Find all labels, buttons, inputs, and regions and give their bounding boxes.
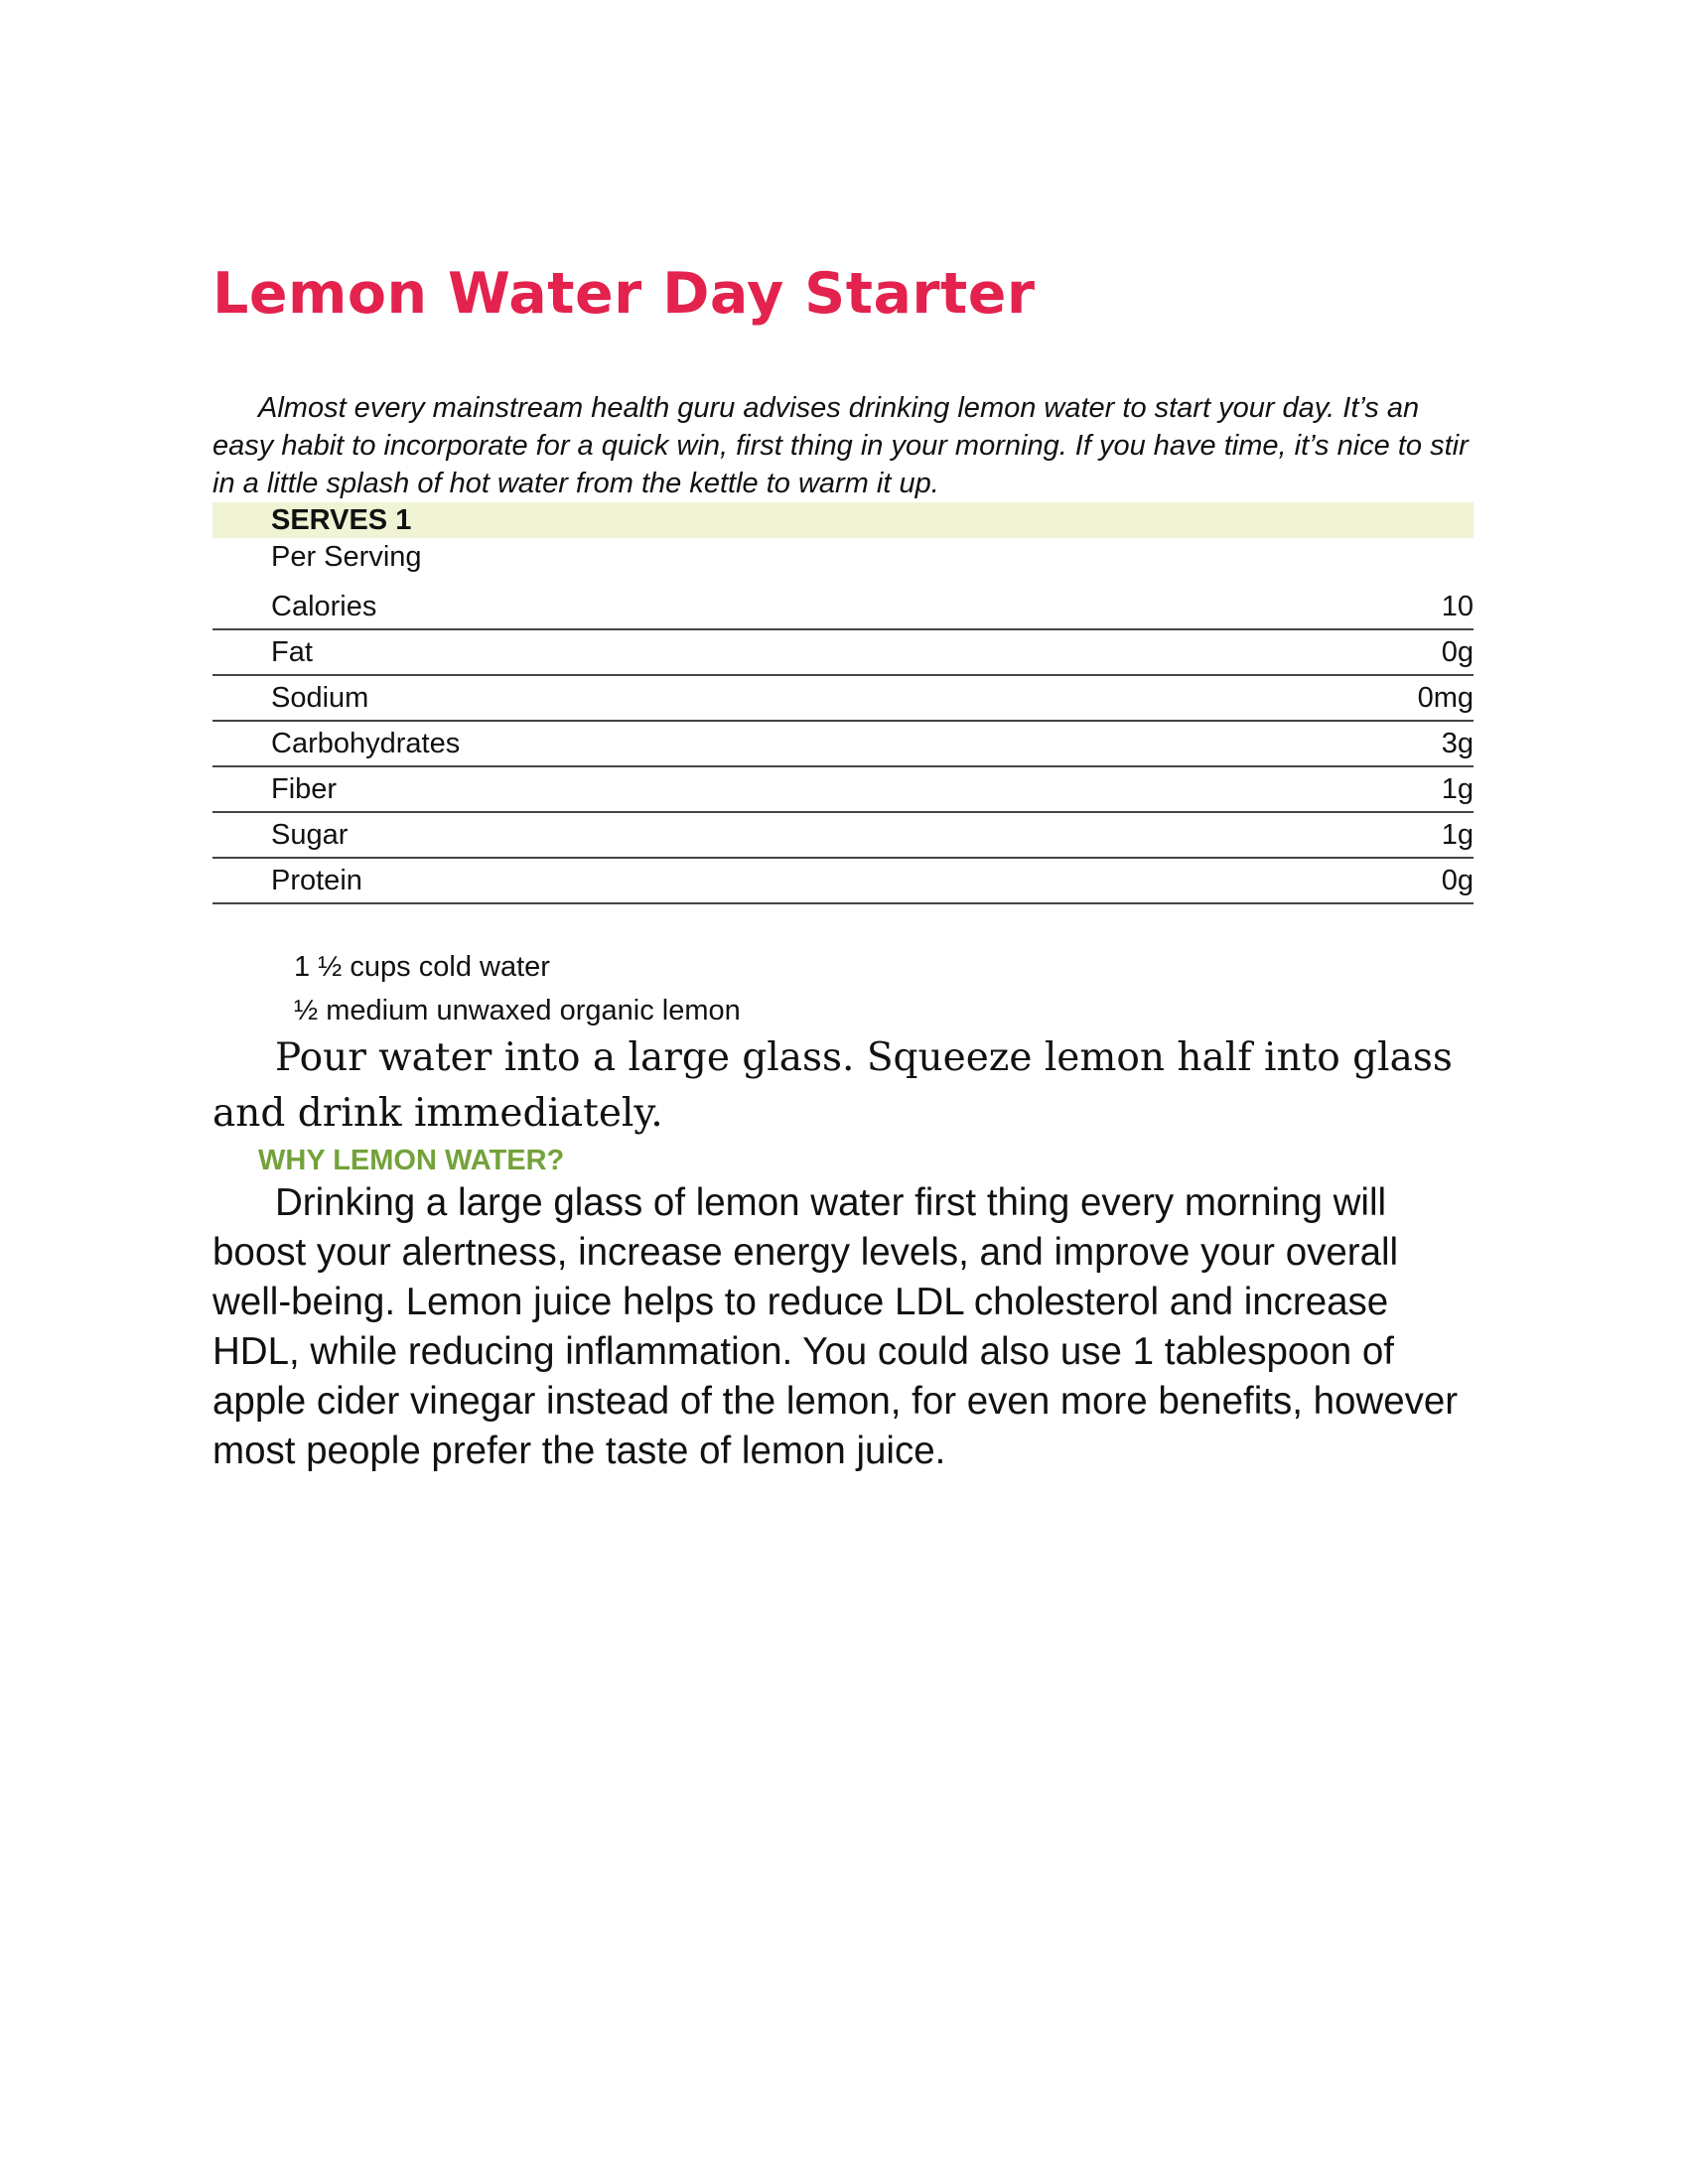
nutrition-row-fiber	[212, 767, 1474, 813]
nutrition-value: 0g	[1441, 636, 1474, 668]
why-heading: WHY LEMON WATER?	[258, 1145, 565, 1176]
ingredient-item: ½ medium unwaxed organic lemon	[294, 995, 741, 1026]
nutrition-row-calories	[212, 576, 1474, 630]
serves-label: SERVES 1	[212, 502, 1474, 538]
nutrition-value: 0g	[1441, 865, 1474, 896]
why-body: Drinking a large glass of lemon water first thing every morning will boost your alertness, increase energy levels, and improve your overall well-being. Lemon juice helps to reduce LDL cholesterol and increase HDL, while reducing inflammation. You could also use 1 tablespoon of apple cider vinegar instead of the lemon, for even more benefits, however most people prefer the taste of lemon juice.	[212, 1181, 1459, 1472]
nutrition-label: Fat	[271, 636, 313, 668]
nutrition-label: Carbohydrates	[271, 728, 461, 759]
nutrition-row-fat	[212, 630, 1474, 676]
nutrition-value: 1g	[1441, 819, 1474, 851]
nutrition-label: Sugar	[271, 819, 349, 851]
nutrition-value: 1g	[1441, 773, 1474, 805]
nutrition-row-carbohydrates	[212, 722, 1474, 767]
nutrition-label: Sodium	[271, 682, 369, 714]
per-serving-label: Per Serving	[271, 541, 422, 573]
nutrition-label: Fiber	[271, 773, 338, 805]
recipe-directions: Pour water into a large glass. Squeeze lemon half into glass and drink immediately.	[212, 1035, 1453, 1136]
nutrition-value: 10	[1441, 591, 1474, 622]
nutrition-row-sugar	[212, 813, 1474, 859]
nutrition-table	[212, 502, 1474, 904]
nutrition-row-sodium	[212, 676, 1474, 722]
nutrition-label: Calories	[271, 591, 377, 622]
nutrition-row-protein	[212, 859, 1474, 904]
nutrition-label: Protein	[271, 865, 362, 896]
recipe-title: Lemon Water Day Starter	[212, 261, 1036, 327]
ingredients-list	[294, 945, 741, 1032]
nutrition-value: 3g	[1441, 728, 1474, 759]
recipe-intro: Almost every mainstream health guru advises drinking lemon water to start your day. It’s an easy habit to incorporate for a quick win, first thing in your morning. If you have time, it’s nice to stir in a little splash of hot water from the kettle to warm it up.	[212, 392, 1469, 499]
ingredient-item: 1 ½ cups cold water	[294, 951, 550, 983]
nutrition-value: 0mg	[1417, 682, 1474, 714]
